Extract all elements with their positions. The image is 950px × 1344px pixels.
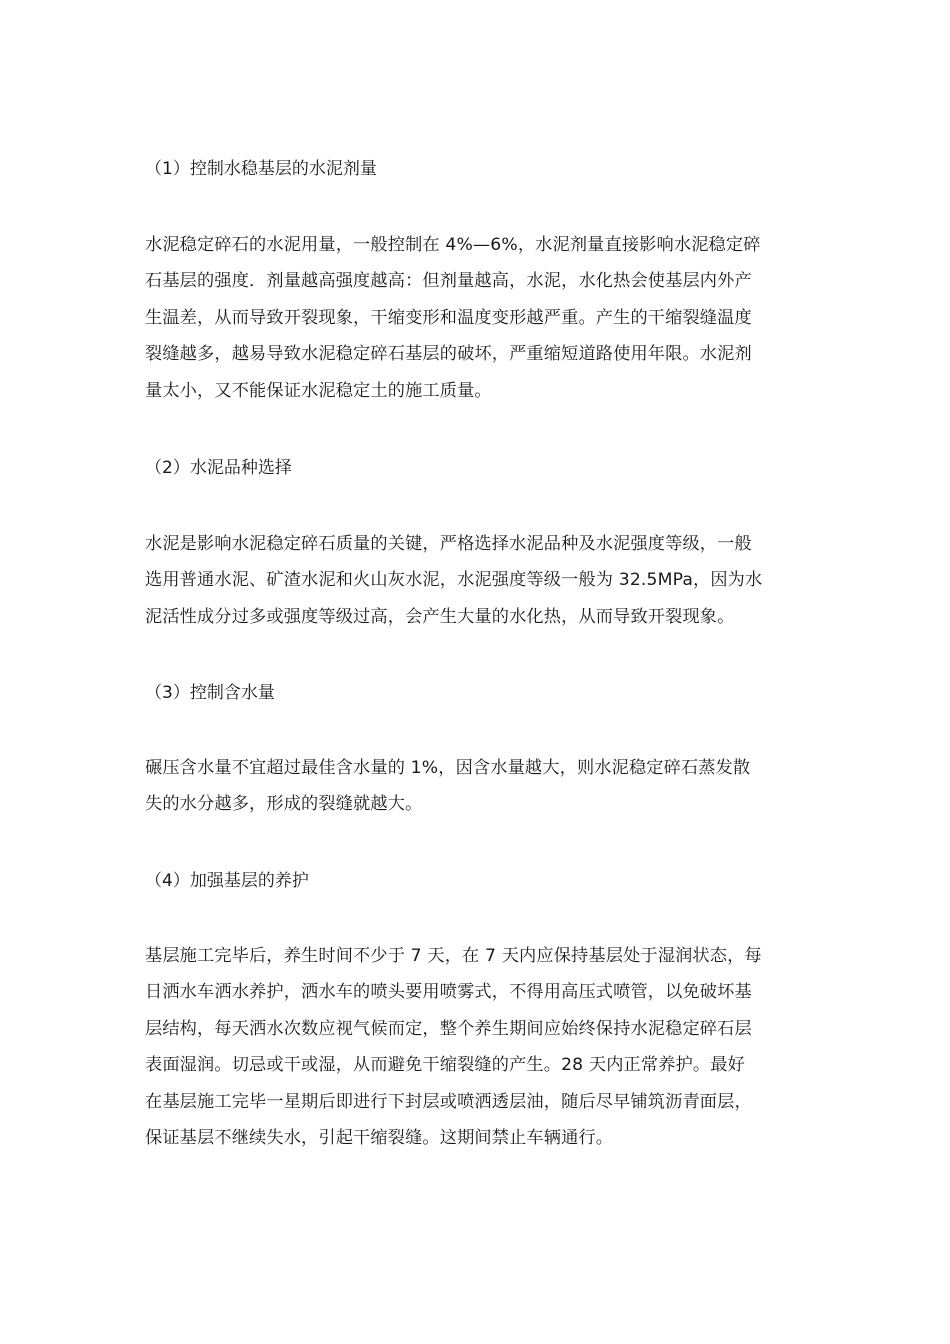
paragraph-line: 水泥稳定碎石的水泥用量，一般控制在 4%—6%，水泥剂量直接影响水泥稳定碎 <box>145 235 761 255</box>
section-heading-1: （1）控制水稳基层的水泥剂量 <box>145 159 377 179</box>
paragraph-line: 保证基层不继续失水，引起干缩裂缝。这期间禁止车辆通行。 <box>145 1127 614 1148</box>
paragraph-line: 日洒水车洒水养护，洒水车的喷头要用喷雾式，不得用高压式喷管，以免破坏基 <box>145 982 752 1003</box>
section-heading-4: （4）加强基层的养护 <box>145 871 309 891</box>
paragraph-line: 表面湿润。切忌或干或湿，从而避免干缩裂缝的产生。28 天内正常养护。最好 <box>145 1055 745 1076</box>
section-paragraph-3 <box>145 750 810 823</box>
section-paragraph-2 <box>145 526 810 635</box>
paragraph-line: 选用普通水泥、矿渣水泥和火山灰水泥，水泥强度等级一般为 32.5MPa，因为水 <box>145 570 763 591</box>
paragraph-line: 量太小，又不能保证水泥稳定土的施工质量。 <box>145 380 492 401</box>
section-paragraph-1 <box>145 227 810 409</box>
paragraph-line: 泥活性成分过多或强度等级过高，会产生大量的水化热，从而导致开裂现象。 <box>145 606 735 627</box>
paragraph-line: 水泥是影响水泥稳定碎石质量的关键，严格选择水泥品种及水泥强度等级，一般 <box>145 534 752 554</box>
paragraph-line: 生温差，从而导致开裂现象，干缩变形和温度变形越严重。产生的干缩裂缝温度 <box>145 307 752 328</box>
paragraph-line: 层结构，每天洒水次数应视气候而定，整个养生期间应始终保持水泥稳定碎石层 <box>145 1018 752 1039</box>
section-paragraph-4 <box>145 938 810 1156</box>
paragraph-line: 石基层的强度．剂量越高强度越高：但剂量越高，水泥，水化热会使基层内外产 <box>145 271 752 292</box>
section-heading-2: （2）水泥品种选择 <box>145 458 292 478</box>
paragraph-line: 在基层施工完毕一星期后即进行下封层或喷洒透层油，随后尽早铺筑沥青面层， <box>145 1091 752 1112</box>
paragraph-line: 裂缝越多，越易导致水泥稳定碎石基层的破坏，严重缩短道路使用年限。水泥剂 <box>145 344 752 365</box>
section-heading-3: （3）控制含水量 <box>145 683 275 703</box>
paragraph-line: 失的水分越多，形成的裂缝就越大。 <box>145 794 423 815</box>
paragraph-line: 碾压含水量不宜超过最佳含水量的 1%，因含水量越大，则水泥稳定碎石蒸发散 <box>145 758 751 778</box>
paragraph-line: 基层施工完毕后，养生时间不少于 7 天，在 7 天内应保持基层处于湿润状态，每 <box>145 946 762 966</box>
